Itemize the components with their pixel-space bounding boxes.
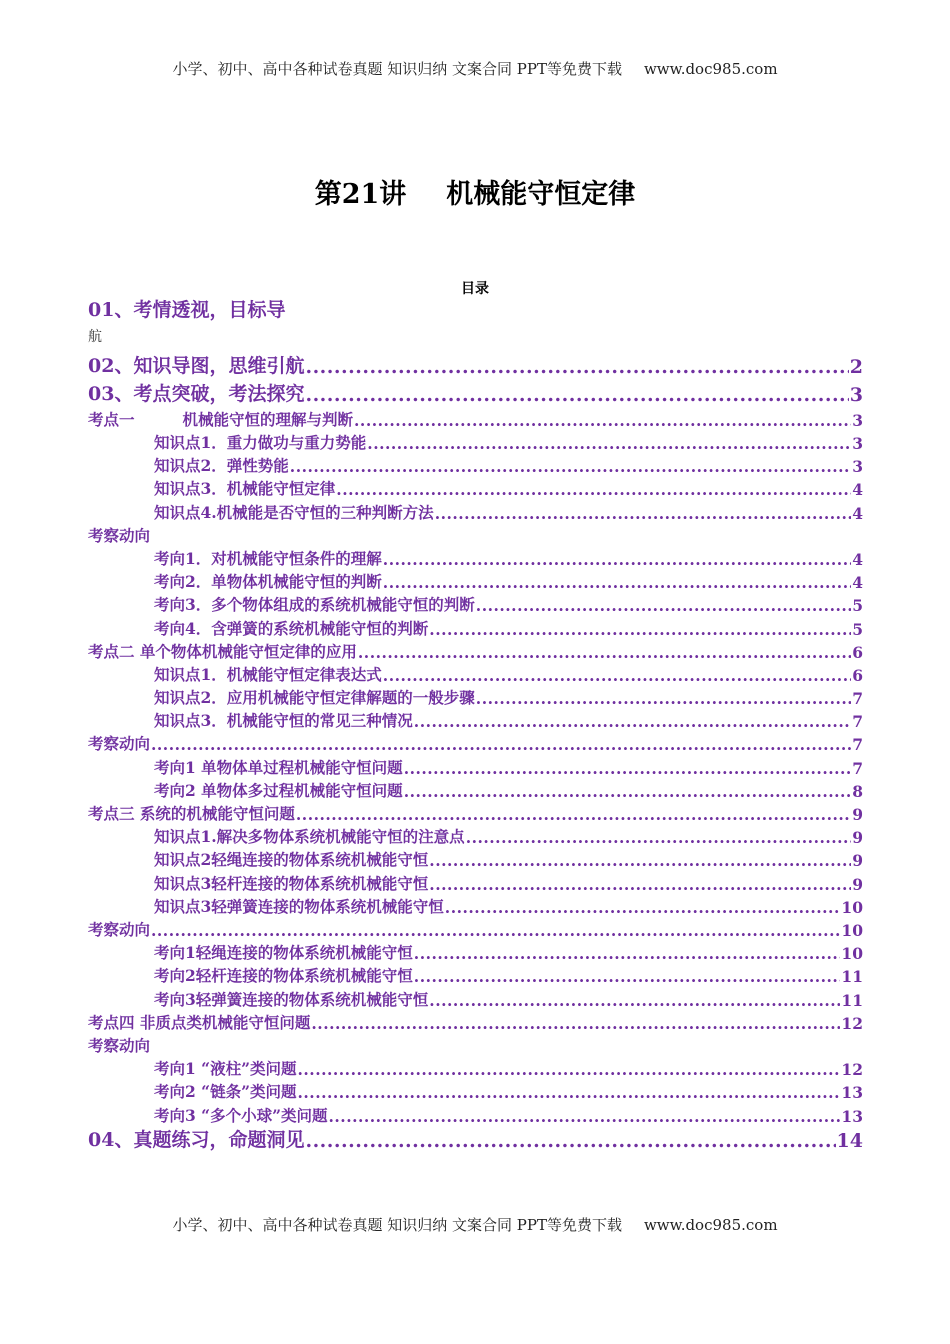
toc-entry-02[interactable]: 02、知识导图，思维引航 ..... 2 <box>88 354 863 378</box>
toc-entry-k2-z3[interactable]: 知识点3．机械能守恒的常见三种情况 ..... 7 <box>88 709 863 731</box>
header-text: 小学、初中、高中各种试卷真题 知识归纳 文案合同 PPT等免费下载 <box>172 60 622 78</box>
toc-entry-k2[interactable]: 考点二 单个物体机械能守恒定律的应用 ..... 6 <box>88 640 863 662</box>
toc-entry-k1-x2[interactable]: 考向2．单物体机械能守恒的判断 ..... 4 <box>88 570 863 592</box>
toc-entry-k3-kc[interactable]: 考察动向 ..... 10 <box>88 918 863 940</box>
toc-entry-k1-z1[interactable]: 知识点1．重力做功与重力势能 ..... 3 <box>88 431 863 453</box>
toc-entry-k2-x2[interactable]: 考向2 单物体多过程机械能守恒问题 ..... 8 <box>88 779 863 801</box>
toc-entry-k2-x1[interactable]: 考向1 单物体单过程机械能守恒问题 ..... 7 <box>88 756 863 778</box>
toc-entry-k1-x3[interactable]: 考向3．多个物体组成的系统机械能守恒的判断 ..... 5 <box>88 593 863 615</box>
toc-entry-k4-x1[interactable]: 考向1 “液柱”类问题 ..... 12 <box>88 1057 863 1079</box>
toc-entry-k1[interactable]: 考点一 机械能守恒的理解与判断 ..... 3 <box>88 408 863 430</box>
toc-entry-k3-z2[interactable]: 知识点2轻绳连接的物体系统机械能守恒 ..... 9 <box>88 848 863 870</box>
toc-entry-03[interactable]: 03、考点突破，考法探究 ..... 3 <box>88 382 863 406</box>
toc-entry-k3-z4[interactable]: 知识点3轻弹簧连接的物体系统机械能守恒 ..... 10 <box>88 895 863 917</box>
toc-entry-k3-z1[interactable]: 知识点1.解决多物体系统机械能守恒的注意点 ..... 9 <box>88 825 863 847</box>
toc-entry-k1-x1[interactable]: 考向1．对机械能守恒条件的理解 ..... 4 <box>88 547 863 569</box>
toc-entry-k4[interactable]: 考点四 非质点类机械能守恒问题 ..... 12 <box>88 1011 863 1033</box>
toc-entry-k4-x2[interactable]: 考向2 “链条”类问题 ..... 13 <box>88 1080 863 1102</box>
toc-entry-k1-z2[interactable]: 知识点2．弹性势能 ..... 3 <box>88 454 863 476</box>
toc-entry-k1-z3[interactable]: 知识点3．机械能守恒定律 ..... 4 <box>88 477 863 499</box>
toc-entry-k4-x3[interactable]: 考向3 “多个小球”类问题 ..... 13 <box>88 1104 863 1126</box>
lecture-number: 第21讲 <box>314 179 407 210</box>
footer-text: 小学、初中、高中各种试卷真题 知识归纳 文案合同 PPT等免费下载 <box>172 1216 622 1234</box>
footer-url[interactable]: www.doc985.com <box>643 1216 778 1234</box>
page-footer <box>0 1214 950 1235</box>
toc-entry-k2-kc[interactable]: 考察动向 ..... 7 <box>88 732 863 754</box>
toc-entry-k3-x3[interactable]: 考向3轻弹簧连接的物体系统机械能守恒 ..... 11 <box>88 988 863 1010</box>
toc-entry-k2-z1[interactable]: 知识点1．机械能守恒定律表达式 ..... 6 <box>88 663 863 685</box>
toc-entry-k3[interactable]: 考点三 系统的机械能守恒问题 ..... 9 <box>88 802 863 824</box>
header-url[interactable]: www.doc985.com <box>643 60 778 78</box>
toc-entry-k1-z4[interactable]: 知识点4.机械能是否守恒的三种判断方法 ..... 4 <box>88 501 863 523</box>
toc-entry-k3-x1[interactable]: 考向1轻绳连接的物体系统机械能守恒 ..... 10 <box>88 941 863 963</box>
lecture-name: 机械能守恒定律 <box>446 179 636 210</box>
toc-entry-k3-x2[interactable]: 考向2轻杆连接的物体系统机械能守恒 ..... 11 <box>88 964 863 986</box>
toc-entry-k1-x4[interactable]: 考向4．含弹簧的系统机械能守恒的判断 ..... 5 <box>88 617 863 639</box>
toc-entry-k4-kc[interactable]: 考察动向 <box>88 1036 151 1055</box>
toc-heading: 目录 <box>461 281 489 297</box>
toc-entry-k2-z2[interactable]: 知识点2．应用机械能守恒定律解题的一般步骤 ..... 7 <box>88 686 863 708</box>
toc-entry-04[interactable]: 04、真题练习，命题洞见 ..... 14 <box>88 1128 863 1152</box>
toc-entry-k3-z3[interactable]: 知识点3轻杆连接的物体系统机械能守恒 ..... 9 <box>88 872 863 894</box>
toc-entry-01[interactable]: 01、考情透视，目标导 <box>88 299 286 321</box>
toc-entry-k1-kc[interactable]: 考察动向 <box>88 526 151 545</box>
toc-entry-01-wrap: 航 <box>88 329 102 345</box>
